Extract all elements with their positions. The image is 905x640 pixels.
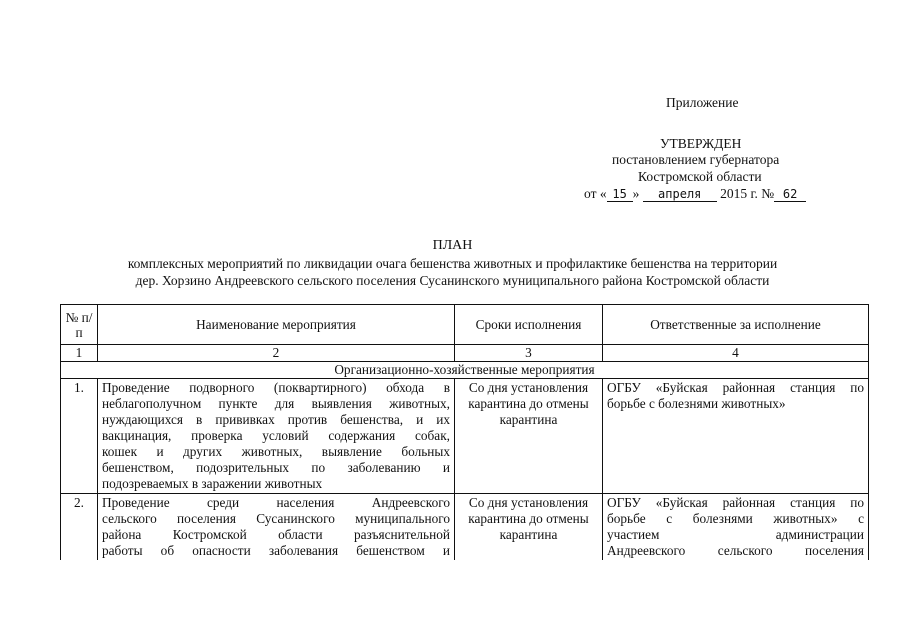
date-mid: » <box>632 186 640 201</box>
section-row <box>61 362 869 379</box>
terms-line: карантина <box>499 412 558 427</box>
section-title: Организационно-хозяйственные мероприятия <box>61 362 869 379</box>
measure-responsible <box>603 379 869 494</box>
measure-name <box>98 379 455 494</box>
row-number: 1. <box>61 379 98 494</box>
plan-subtitle-line-2: дер. Хорзино Андреевского сельского поселения Сусанинского муниципального района Костромской области <box>135 273 770 288</box>
measure-line: бешенством, подозрительных по заболеванию и <box>102 460 450 475</box>
measures-table <box>60 304 869 560</box>
measure-line: подозреваемых в заражении животных <box>102 476 323 491</box>
terms-line: Со дня установления <box>468 495 589 510</box>
appendix-label: Приложение <box>666 95 739 110</box>
decree-number: 62 <box>774 187 806 202</box>
col-number-1: 1 <box>61 345 98 362</box>
responsible-line: ОГБУ «Буйская районная станция по <box>607 495 864 510</box>
measure-responsible <box>603 494 869 561</box>
date-year: 2015 г. № <box>720 186 775 201</box>
measure-line: вакцинация, проверка условий содержания собак, <box>102 428 450 443</box>
measure-line: Проведение среди населения Андреевского <box>102 495 450 510</box>
table-header-row <box>61 305 869 345</box>
decree-label: постановлением губернатора <box>612 152 780 167</box>
approved-label: УТВЕРЖДЕН <box>660 136 742 151</box>
responsible-line: Андреевского сельского поселения <box>607 543 864 558</box>
responsible-line: ОГБУ «Буйская районная станция по <box>607 380 864 395</box>
decree-date-line <box>584 186 806 202</box>
column-number-row <box>61 345 869 362</box>
measure-line: нуждающихся в прививках против бешенства, и их <box>102 412 450 427</box>
header-name: Наименование мероприятия <box>98 305 455 345</box>
region-label: Костромской области <box>638 169 762 184</box>
date-day: 15 <box>607 187 633 202</box>
responsible-line: участием администрации <box>607 527 864 542</box>
measure-terms <box>455 379 603 494</box>
measure-line: неблагополучном пункте для выявления животных, <box>102 396 450 411</box>
measure-line: работы об опасности заболевания бешенством и <box>102 543 450 558</box>
col-number-2: 2 <box>98 345 455 362</box>
header-num: № п/п <box>61 305 98 345</box>
table-row <box>61 494 869 561</box>
measure-terms <box>455 494 603 561</box>
measure-line: Проведение подворного (поквартирного) обхода в <box>102 380 450 395</box>
header-responsible: Ответственные за исполнение <box>603 305 869 345</box>
plan-subtitle-line-1: комплексных мероприятий по ликвидации очага бешенства животных и профилактике бешенства на территории <box>127 256 778 271</box>
measure-line: района Костромской области разъяснительной <box>102 527 450 542</box>
terms-line: карантина <box>499 527 558 542</box>
table-row <box>61 379 869 494</box>
header-terms: Сроки исполнения <box>455 305 603 345</box>
terms-line: карантина до отмены <box>468 396 589 411</box>
responsible-line: борьбе с болезнями животных» с <box>607 511 864 526</box>
date-prefix: от « <box>584 186 607 201</box>
row-number: 2. <box>61 494 98 561</box>
plan-title: ПЛАН <box>432 238 473 253</box>
terms-line: Со дня установления <box>468 380 589 395</box>
responsible-line: борьбе с болезнями животных» <box>607 396 786 411</box>
measure-line: кошек и других животных, выявление больных <box>102 444 450 459</box>
date-month: апреля <box>643 187 717 202</box>
measure-name <box>98 494 455 561</box>
terms-line: карантина до отмены <box>468 511 589 526</box>
measure-line: сельского поселения Сусанинского муниципального <box>102 511 450 526</box>
col-number-3: 3 <box>455 345 603 362</box>
col-number-4: 4 <box>603 345 869 362</box>
